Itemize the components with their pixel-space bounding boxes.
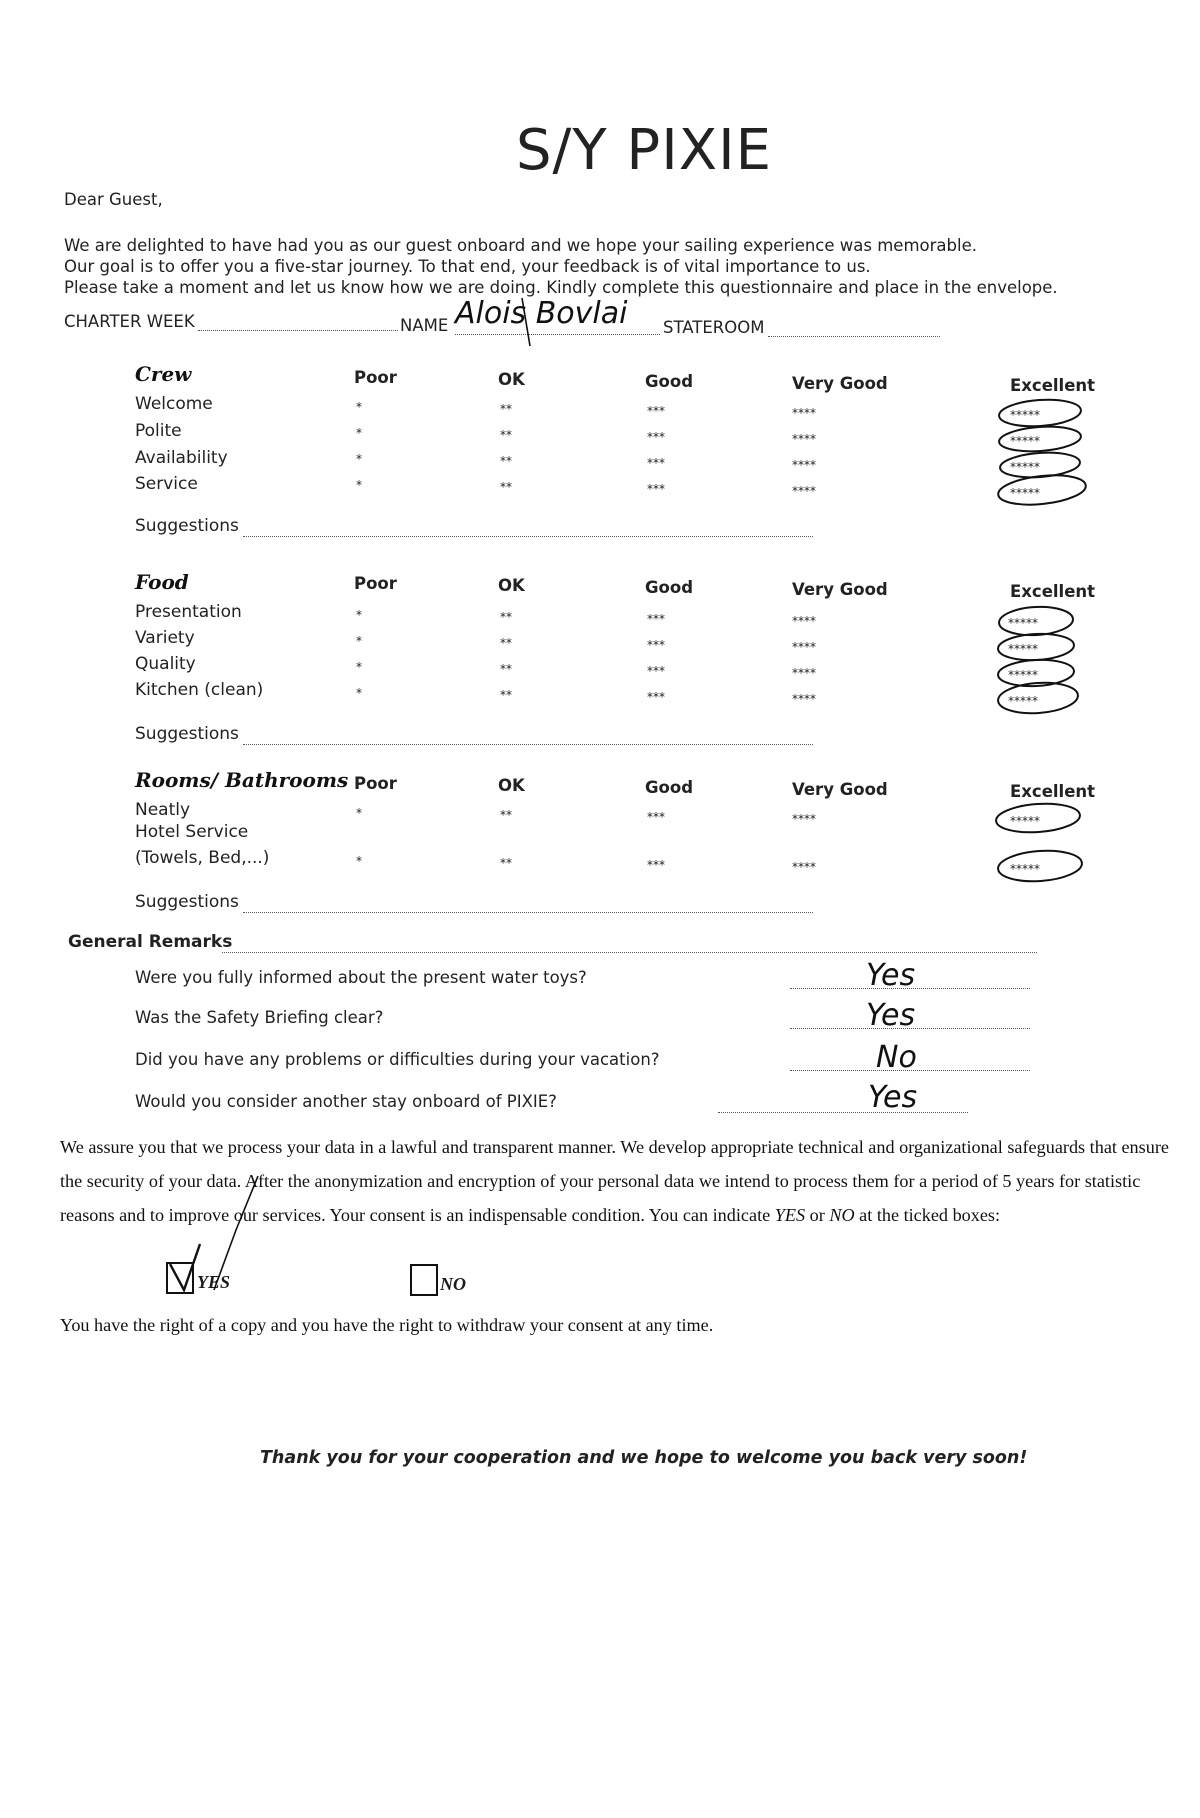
rating-star[interactable]: *** bbox=[647, 810, 665, 824]
col-good: Good bbox=[645, 578, 694, 597]
name-label: NAME bbox=[400, 316, 449, 335]
rating-star[interactable]: ** bbox=[500, 636, 512, 650]
intro-line-1: We are delighted to have had you as our guest onboard and we hope your sailing experience was memorable. bbox=[64, 236, 977, 255]
rating-star[interactable]: ***** bbox=[1008, 694, 1038, 708]
rating-star[interactable]: *** bbox=[647, 664, 665, 678]
rating-star[interactable]: * bbox=[356, 452, 362, 466]
stateroom-label: STATEROOM bbox=[663, 318, 765, 337]
rating-star[interactable]: ** bbox=[500, 688, 512, 702]
consent-yes-word: YES bbox=[774, 1205, 806, 1225]
rating-star[interactable]: ***** bbox=[1010, 460, 1040, 474]
rating-star[interactable]: * bbox=[356, 854, 362, 868]
form-title: S/Y PIXIE bbox=[516, 118, 772, 183]
crew-row-label: Service bbox=[135, 474, 198, 494]
rating-star[interactable]: **** bbox=[792, 484, 816, 498]
answer-text: No bbox=[876, 1040, 917, 1075]
section-title-food: Food bbox=[135, 570, 189, 594]
food-row-label: Kitchen (clean) bbox=[135, 680, 264, 700]
rating-star[interactable]: ***** bbox=[1008, 668, 1038, 682]
rating-star[interactable]: ***** bbox=[1008, 642, 1038, 656]
thanks-text: Thank you for your cooperation and we hope to welcome you back very soon! bbox=[260, 1448, 1028, 1468]
excellent-selection-circle bbox=[997, 848, 1083, 884]
rooms-row-label: Neatly bbox=[135, 800, 191, 820]
rating-star[interactable]: ** bbox=[500, 402, 512, 416]
col-good: Good bbox=[645, 372, 694, 391]
consent-yes-label: YES bbox=[197, 1272, 231, 1292]
rating-star[interactable]: ** bbox=[500, 610, 512, 624]
rating-star[interactable]: **** bbox=[792, 458, 816, 472]
rating-star[interactable]: * bbox=[356, 660, 362, 674]
col-good: Good bbox=[645, 778, 694, 797]
name-value: Alois Bovlai bbox=[455, 296, 628, 331]
excellent-selection-circle bbox=[997, 632, 1074, 662]
col-excellent: Excellent bbox=[1010, 582, 1096, 601]
col-poor: Poor bbox=[354, 574, 397, 593]
rating-star[interactable]: ***** bbox=[1010, 408, 1040, 422]
answer-text: Yes bbox=[866, 958, 916, 993]
general-remarks-label: General Remarks bbox=[68, 932, 233, 952]
col-excellent: Excellent bbox=[1010, 782, 1096, 801]
rating-star[interactable]: * bbox=[356, 426, 362, 440]
consent-text-1: We assure you that we process your data in a lawful and transparent manner. We develop appropriate technical and organizational safeguards that ensure the security of your data. After the anonymization and encryption of your personal data we intend to process them for a period of 5 years for statistic reasons and to improve our services. Your consent is an indispensable condition. You can indicate bbox=[60, 1137, 1169, 1225]
col-very-good: Very Good bbox=[792, 780, 888, 799]
col-poor: Poor bbox=[354, 774, 397, 793]
col-poor: Poor bbox=[354, 368, 397, 387]
excellent-selection-circle bbox=[998, 397, 1082, 429]
crew-suggestions-label: Suggestions bbox=[135, 516, 239, 536]
rating-star[interactable]: * bbox=[356, 478, 362, 492]
rights-text: You have the right of a copy and you have the right to withdraw your consent at any time. bbox=[60, 1315, 714, 1335]
rating-star[interactable]: **** bbox=[792, 614, 816, 628]
col-very-good: Very Good bbox=[792, 580, 888, 599]
rating-star[interactable]: * bbox=[356, 400, 362, 414]
excellent-selection-circle bbox=[995, 801, 1081, 835]
rating-star[interactable]: ** bbox=[500, 428, 512, 442]
rating-star[interactable]: ***** bbox=[1010, 434, 1040, 448]
rating-star[interactable]: *** bbox=[647, 430, 665, 444]
col-ok: OK bbox=[498, 576, 525, 595]
rating-star[interactable]: **** bbox=[792, 406, 816, 420]
rating-star[interactable]: *** bbox=[647, 404, 665, 418]
consent-or-word: or bbox=[805, 1205, 830, 1225]
rating-star[interactable]: **** bbox=[792, 812, 816, 826]
consent-no-label: NO bbox=[440, 1274, 466, 1294]
rating-star[interactable]: * bbox=[356, 686, 362, 700]
rating-star[interactable]: * bbox=[356, 806, 362, 820]
answer-text: Yes bbox=[868, 1080, 918, 1115]
rating-star[interactable]: *** bbox=[647, 858, 665, 872]
rating-star[interactable]: * bbox=[356, 634, 362, 648]
yes-checkmark bbox=[170, 1244, 200, 1290]
rating-star[interactable]: ** bbox=[500, 808, 512, 822]
rating-star[interactable]: *** bbox=[647, 482, 665, 496]
salutation: Dear Guest, bbox=[64, 190, 163, 209]
rating-star[interactable]: ** bbox=[500, 856, 512, 870]
rating-star[interactable]: ***** bbox=[1010, 814, 1040, 828]
rating-star[interactable]: *** bbox=[647, 612, 665, 626]
question-text: Were you fully informed about the present water toys? bbox=[135, 968, 587, 987]
rating-star[interactable]: ***** bbox=[1008, 616, 1038, 630]
crew-row-label: Welcome bbox=[135, 394, 213, 414]
section-title-crew: Crew bbox=[135, 362, 192, 386]
rating-star[interactable]: ***** bbox=[1010, 862, 1040, 876]
col-excellent: Excellent bbox=[1010, 376, 1096, 395]
question-text: Was the Safety Briefing clear? bbox=[135, 1008, 384, 1027]
answer-text: Yes bbox=[866, 998, 916, 1033]
crew-row-label: Availability bbox=[135, 448, 228, 468]
rating-star[interactable]: ***** bbox=[1010, 486, 1040, 500]
col-very-good: Very Good bbox=[792, 374, 888, 393]
col-ok: OK bbox=[498, 370, 525, 389]
crew-row-label: Polite bbox=[135, 421, 182, 441]
rating-star[interactable]: **** bbox=[792, 692, 816, 706]
rooms-row-label: Hotel Service bbox=[135, 822, 249, 842]
food-suggestions-label: Suggestions bbox=[135, 724, 239, 744]
question-text: Did you have any problems or difficulties during your vacation? bbox=[135, 1050, 660, 1069]
food-row-label: Presentation bbox=[135, 602, 242, 622]
intro-line-3: Please take a moment and let us know how we are doing. Kindly complete this questionnaire and place in the envelope. bbox=[64, 278, 1058, 297]
charter-week-label: CHARTER WEEK bbox=[64, 312, 195, 331]
consent-text-2: at the ticked boxes: bbox=[854, 1205, 1001, 1225]
food-row-label: Quality bbox=[135, 654, 196, 674]
intro-line-2: Our goal is to offer you a five-star journey. To that end, your feedback is of vital importance to us. bbox=[64, 257, 871, 276]
rating-star[interactable]: **** bbox=[792, 640, 816, 654]
rooms-suggestions-label: Suggestions bbox=[135, 892, 239, 912]
rating-star[interactable]: *** bbox=[647, 456, 665, 470]
rating-star[interactable]: **** bbox=[792, 860, 816, 874]
question-text: Would you consider another stay onboard of PIXIE? bbox=[135, 1092, 557, 1111]
col-ok: OK bbox=[498, 776, 525, 795]
section-title-rooms: Rooms/ Bathrooms bbox=[135, 768, 349, 792]
excellent-selection-circle bbox=[998, 605, 1073, 637]
rating-star[interactable]: * bbox=[356, 608, 362, 622]
rating-star[interactable]: ** bbox=[500, 480, 512, 494]
rating-star[interactable]: ** bbox=[500, 454, 512, 468]
rating-star[interactable]: *** bbox=[647, 638, 665, 652]
food-row-label: Variety bbox=[135, 628, 195, 648]
pen-stroke bbox=[214, 1176, 258, 1290]
rating-star[interactable]: *** bbox=[647, 690, 665, 704]
rooms-row-label: (Towels, Bed,...) bbox=[135, 848, 270, 868]
pen-stroke bbox=[522, 298, 530, 346]
consent-no-word: NO bbox=[829, 1205, 855, 1225]
excellent-selection-circle bbox=[998, 424, 1081, 454]
rating-star[interactable]: **** bbox=[792, 432, 816, 446]
rating-star[interactable]: ** bbox=[500, 662, 512, 676]
rating-star[interactable]: **** bbox=[792, 666, 816, 680]
